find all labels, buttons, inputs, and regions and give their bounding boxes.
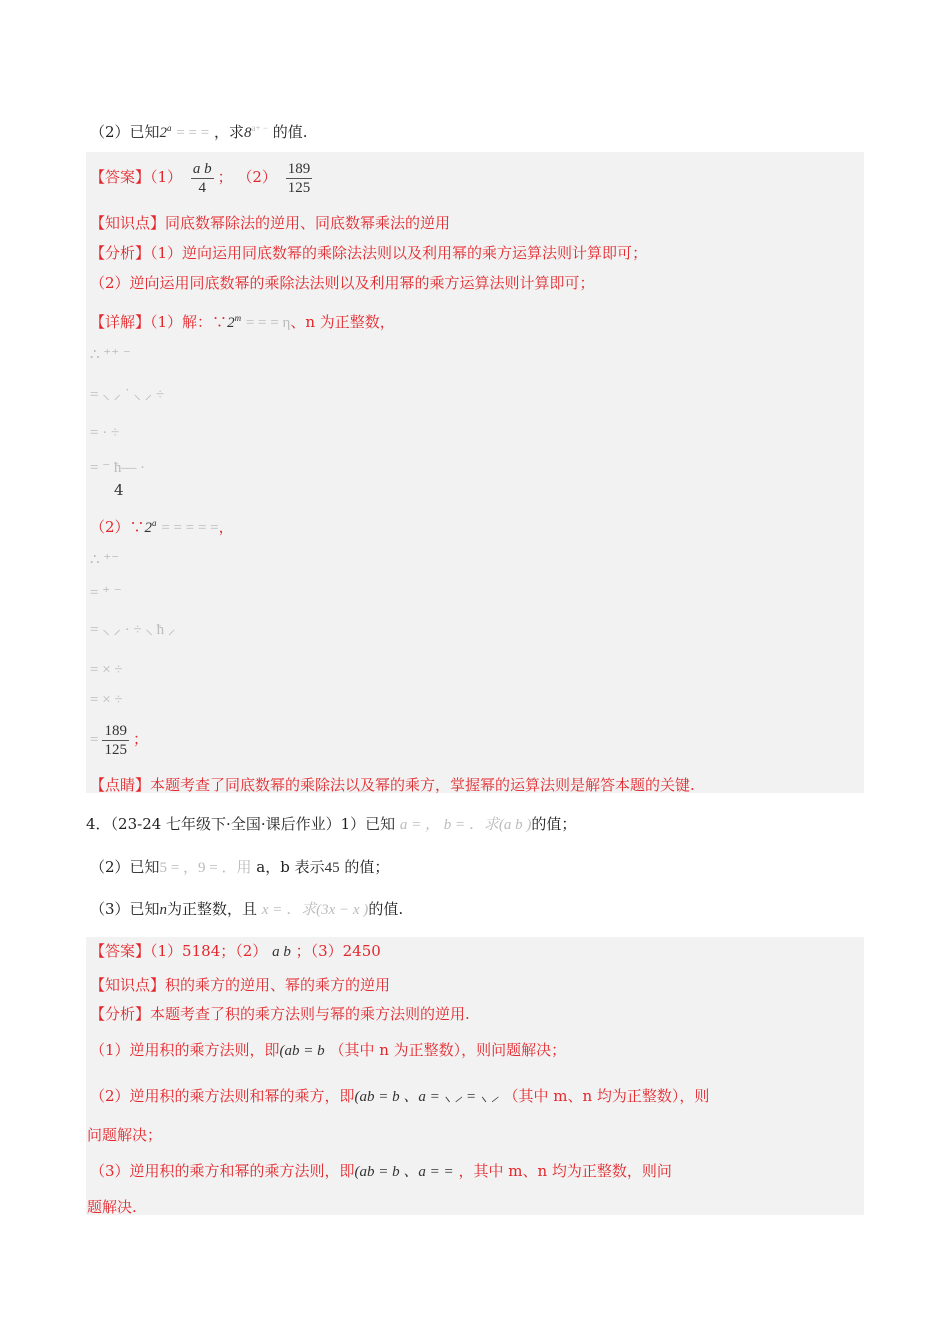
math: 2 [159, 125, 168, 141]
text: 积的乘方的逆用、幂的乘方的逆用 [165, 976, 391, 994]
text: ； [217, 168, 233, 186]
text: （2） [237, 168, 277, 186]
tag: 【详解】 [90, 313, 151, 331]
q4-knowledge [90, 975, 390, 995]
text: （23-24 七年级下·全国·课后作业）1）已知 [110, 815, 396, 833]
text: 、n 为正整数， [290, 313, 395, 331]
math: (ab = b [279, 1043, 325, 1059]
math: (ab = b 、a = ⸜ ⸝ = ⸜ ⸝ [354, 1089, 499, 1105]
q4-part3 [90, 899, 403, 920]
math: x = ．求(3x − x ) [261, 902, 369, 918]
text: （2）逆用积的乘方法则和幂的乘方，即 [90, 1087, 355, 1105]
tag: 【分析】 [90, 244, 151, 262]
math: 5 = ，9 = ．用 [159, 860, 252, 876]
text: 的值； [531, 815, 577, 833]
tag: 【分析】 [90, 1005, 151, 1023]
step: = ⁺ ⁻ [90, 585, 122, 601]
denominator: 125 [104, 741, 127, 758]
text: ， [218, 518, 234, 536]
tag: 【答案】 [90, 942, 151, 960]
q4-analysis [90, 1004, 470, 1024]
text: （2）已知 [90, 123, 160, 141]
text: 本题考查了同底数幂的乘除法以及幂的乘方，掌握幂的运算法则是解答本题的关键. [150, 776, 695, 794]
q3-detail-2 [90, 513, 234, 538]
fraction [286, 160, 313, 197]
q3-part2 [90, 118, 307, 143]
step: = ⸜ ⸝ · ÷ ⸜ ħ ⸝ [90, 622, 176, 638]
text: （2）已知 [90, 858, 160, 876]
text: （1）逆向运用同底数幂的乘除法法则以及利用幂的乘方运算法则计算即可； [150, 244, 648, 262]
step: = × ÷ [90, 692, 123, 708]
numerator: a b [192, 160, 212, 177]
text: （其中 m、n 均为正整数），则 [503, 1087, 710, 1105]
equals: = [90, 732, 99, 748]
step: ∴ ⁺⁻ [90, 552, 120, 568]
fraction [102, 722, 129, 759]
text: （1） [150, 168, 183, 186]
text: （3）逆用积的乘方和幂的乘方法则，即 [90, 1162, 355, 1180]
math: m [234, 313, 242, 323]
tag: 【知识点】 [90, 976, 166, 994]
math: 8 [244, 125, 252, 141]
math: a b [272, 944, 291, 960]
text: （1）逆用积的乘方法则，即 [90, 1041, 280, 1059]
math: = = = [176, 125, 210, 141]
text: （2）∵ [90, 518, 145, 536]
text: 为正整数，且 [167, 900, 258, 918]
text: a，b 表示 [256, 858, 325, 876]
text: （1）5184；（2） [150, 942, 268, 960]
math: a+ − [251, 123, 268, 133]
tag: 【点睛】 [90, 776, 151, 794]
text: （其中 n 为正整数），则问题解决； [329, 1041, 567, 1059]
step: ∴ ⁺⁺ ⁻ [90, 347, 131, 363]
math: (ab = b 、a = = [354, 1164, 454, 1180]
text: 题解决. [87, 1198, 137, 1216]
denominator: 125 [287, 179, 311, 196]
text: 问题解决； [87, 1126, 163, 1144]
math: n [159, 902, 168, 918]
fraction [191, 160, 214, 197]
q3-final [90, 720, 148, 759]
text: ，求 [214, 123, 245, 141]
text: 的值； [344, 858, 390, 876]
q3-comment [90, 775, 695, 795]
math: 2 [144, 520, 153, 536]
q4-answer [90, 941, 381, 962]
q3-knowledge [90, 213, 450, 233]
step: = · ÷ [90, 425, 120, 441]
text: 本题考查了积的乘方法则与幂的乘方法则的逆用. [150, 1005, 470, 1023]
text: ，其中 m、n 均为正整数，则问 [458, 1162, 672, 1180]
question-number: 4． [86, 815, 111, 833]
text: 的值. [368, 900, 404, 918]
q4-analysis-3 [90, 1161, 672, 1182]
math: 2 [227, 315, 235, 331]
text: （2）逆向运用同底数幂的乘除法法则以及利用幂的乘方运算法则计算即可； [90, 274, 595, 292]
text: （1）解：∵ [150, 313, 228, 331]
text: 的值. [272, 123, 308, 141]
denominator: 4 [198, 179, 206, 196]
tag: 【知识点】 [90, 214, 166, 232]
q3-analysis-2 [90, 273, 595, 293]
numerator: 189 [287, 160, 311, 177]
numerator: 189 [104, 722, 127, 739]
math: = = = η [245, 315, 291, 331]
q3-detail [90, 308, 395, 333]
math: a [167, 123, 172, 133]
step: = × ÷ [90, 662, 123, 678]
q4-analysis-2 [90, 1086, 709, 1107]
math: = = = = = [161, 520, 219, 536]
answer-tag: 【答案】 [90, 168, 151, 186]
text: 同底数幂除法的逆用、同底数幂乘法的逆用 [165, 214, 451, 232]
text: ； [132, 730, 148, 748]
q4-part1 [86, 814, 576, 835]
step: = ⸜ ⸝ ˙ ⸜ ⸝ ÷ [90, 387, 165, 403]
text: ；（3）2450 [295, 942, 381, 960]
q3-answer [90, 158, 316, 197]
step-denominator: 4 [114, 481, 124, 499]
math: a = ， b = ．求(a b ) [399, 817, 532, 833]
text: （3）已知 [90, 900, 160, 918]
q3-analysis [90, 243, 647, 263]
q4-analysis-1 [90, 1040, 566, 1061]
q4-part2 [90, 857, 389, 878]
math: 45 [324, 860, 340, 876]
math: a [152, 518, 157, 528]
step: = ⁻ ħ— · [90, 460, 146, 476]
